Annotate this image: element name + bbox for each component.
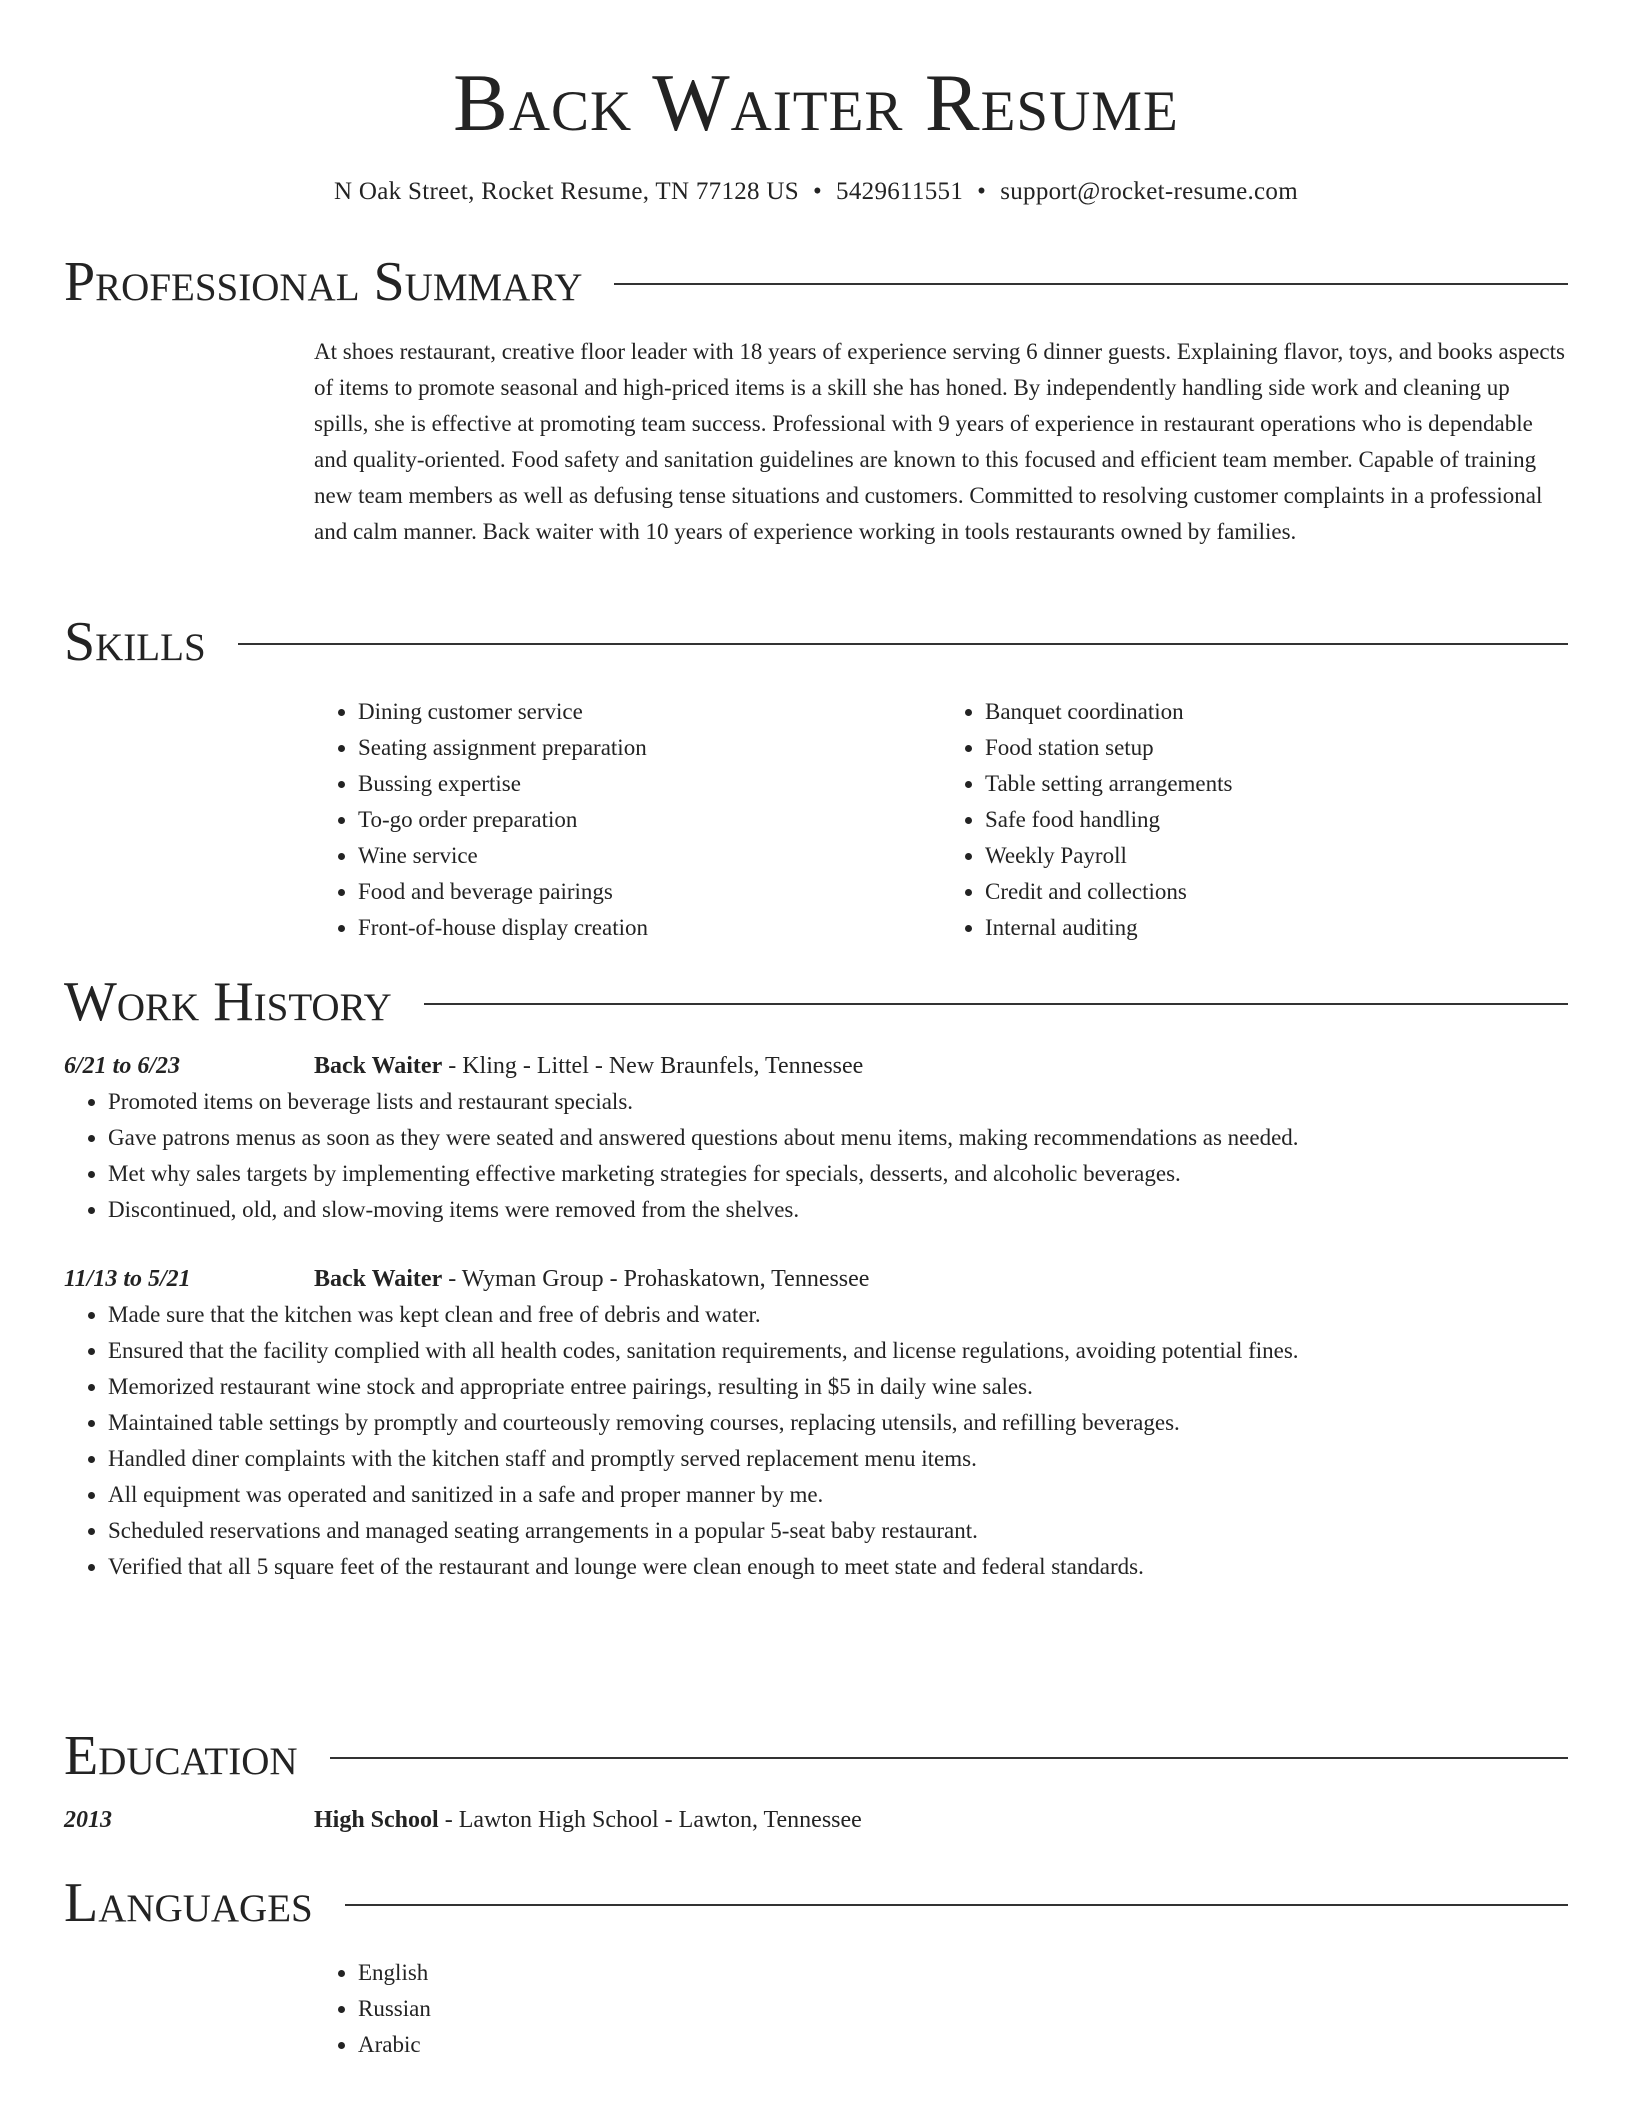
- skills-title: Skills: [64, 611, 206, 673]
- job-bullet: • Verified that all 5 square feet of the restaurant and lounge were clean enough to meet state and federal standards.: [108, 1549, 1568, 1585]
- skill-item: • Dining customer service: [358, 694, 941, 730]
- resume-title: Back Waiter Resume: [453, 57, 1179, 148]
- contact-separator: •: [977, 178, 987, 205]
- job-bullet: • Scheduled reservations and managed seating arrangements in a popular 5-seat baby restaurant.: [108, 1513, 1568, 1549]
- contact-separator: •: [812, 178, 823, 205]
- work-history-section: [64, 972, 1568, 1585]
- summary-title: Professional Summary: [64, 251, 583, 313]
- job-heading: [314, 1261, 1568, 1297]
- skill-item: • Bussing expertise: [358, 766, 941, 802]
- language-item: • English: [358, 1955, 1568, 1991]
- languages-section: [64, 1873, 1568, 2063]
- languages-title: Languages: [64, 1872, 313, 1934]
- job-bullet: • Handled diner complaints with the kitchen staff and promptly served replacement menu items.: [108, 1441, 1568, 1477]
- section-divider: [345, 1904, 1568, 1906]
- job-employer: - Wyman Group - Prohaskatown, Tennessee: [442, 1266, 870, 1292]
- skill-item: • Credit and collections: [985, 874, 1568, 910]
- job-bullet: • Gave patrons menus as soon as they were seated and answered questions about menu items, making recommendations as needed.: [108, 1120, 1568, 1156]
- section-divider: [424, 1003, 1568, 1005]
- skills-header: [64, 612, 1568, 672]
- job-bullets: [64, 1084, 1568, 1228]
- job-bullet: • Memorized restaurant wine stock and appropriate entree pairings, resulting in $5 in daily wine sales.: [108, 1369, 1568, 1405]
- languages-list: [314, 1955, 1568, 2063]
- job-bullets: [64, 1297, 1568, 1585]
- job-bullet: • Made sure that the kitchen was kept clean and free of debris and water.: [108, 1297, 1568, 1333]
- job-role: Back Waiter: [314, 1266, 443, 1292]
- education-school: - Lawton High School - Lawton, Tennessee: [438, 1807, 862, 1833]
- contact-email: support@rocket-resume.com: [1000, 178, 1298, 205]
- summary-header: [64, 252, 1568, 312]
- education-header: [64, 1726, 1568, 1786]
- skills-list-right: [941, 694, 1568, 946]
- education-entry: [64, 1802, 1568, 1838]
- education-degree: High School: [314, 1807, 439, 1833]
- summary-section: [64, 252, 1568, 550]
- language-item: • Russian: [358, 1991, 1568, 2027]
- skills-list-left: [314, 694, 941, 946]
- skills-section: [64, 612, 1568, 946]
- job-bullet: • Discontinued, old, and slow-moving items were removed from the shelves.: [108, 1192, 1568, 1228]
- job-bullet: • Maintained table settings by promptly and courteously removing courses, replacing utensils, and refilling beverages.: [108, 1405, 1568, 1441]
- languages-header: [64, 1873, 1568, 1933]
- contact-line: [0, 178, 1632, 206]
- job-bullet: • Ensured that the facility complied with all health codes, sanitation requirements, and license regulations, avoiding potential fines.: [108, 1333, 1568, 1369]
- job-role: Back Waiter: [314, 1053, 443, 1079]
- skill-item: • Wine service: [358, 838, 941, 874]
- summary-text: At shoes restaurant, creative floor leader with 18 years of experience serving 6 dinner guests. Explaining flavor, toys, and books aspects of items to promote seasonal and high-priced items is a skill she has honed. By independently handling side work and cleaning up spills, she is effective at promoting team success. Professional with 9 years of experience in restaurant operations who is dependable and quality-oriented. Food safety and sanitation guidelines are known to this focused and efficient team member. Capable of training new team members as well as defusing tense situations and customers. Committed to resolving customer complaints in a professional and calm manner. Back waiter with 10 years of experience working in tools restaurants owned by families.: [314, 339, 1565, 544]
- work-history-header: [64, 972, 1568, 1032]
- skill-item: • Table setting arrangements: [985, 766, 1568, 802]
- section-divider: [614, 283, 1568, 285]
- skill-item: • Food and beverage pairings: [358, 874, 941, 910]
- job-heading: [314, 1048, 1568, 1084]
- job-dates: 11/13 to 5/21: [64, 1266, 191, 1292]
- contact-phone: 5429611551: [836, 178, 964, 205]
- skill-item: • Food station setup: [985, 730, 1568, 766]
- contact-address: N Oak Street, Rocket Resume, TN 77128 US: [334, 178, 799, 205]
- job-employer: - Kling - Littel - New Braunfels, Tennessee: [442, 1053, 864, 1079]
- skills-grid: [314, 694, 1568, 946]
- language-item: • Arabic: [358, 2027, 1568, 2063]
- job-entry: [64, 1048, 1568, 1228]
- skill-item: • Internal auditing: [985, 910, 1568, 946]
- skill-item: • Weekly Payroll: [985, 838, 1568, 874]
- skill-item: • Safe food handling: [985, 802, 1568, 838]
- education-heading: [314, 1802, 1568, 1838]
- work-history-title: Work History: [64, 971, 392, 1033]
- skill-item: • To-go order preparation: [358, 802, 941, 838]
- section-divider: [330, 1757, 1568, 1759]
- education-section: [64, 1726, 1568, 1838]
- education-title: Education: [64, 1725, 298, 1787]
- job-dates: 6/21 to 6/23: [64, 1053, 181, 1079]
- job-entry: [64, 1261, 1568, 1585]
- job-bullet: • Promoted items on beverage lists and restaurant specials.: [108, 1084, 1568, 1120]
- skill-item: • Banquet coordination: [985, 694, 1568, 730]
- job-bullet: • All equipment was operated and sanitized in a safe and proper manner by me.: [108, 1477, 1568, 1513]
- job-bullet: • Met why sales targets by implementing effective marketing strategies for specials, desserts, and alcoholic beverages.: [108, 1156, 1568, 1192]
- education-year: 2013: [64, 1807, 112, 1833]
- section-divider: [238, 643, 1568, 645]
- skill-item: • Front-of-house display creation: [358, 910, 941, 946]
- skill-item: • Seating assignment preparation: [358, 730, 941, 766]
